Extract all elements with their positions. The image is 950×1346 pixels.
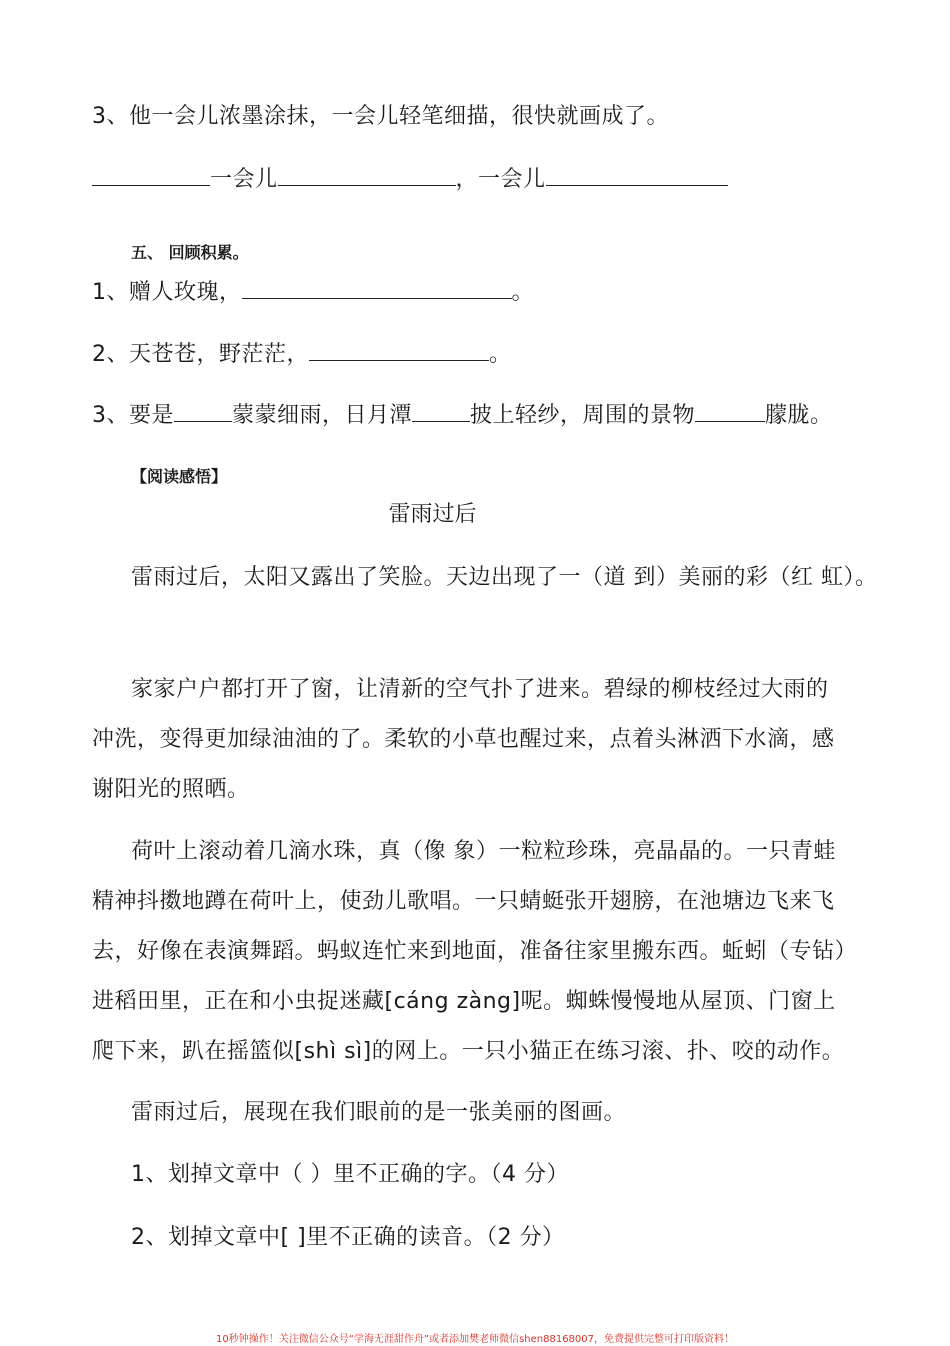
footer-notice: 10秒钟操作！关注微信公众号“学海无涯甜作舟”或者添加樊老师微信shen88168007，免费提供完整可打印版资料！ — [215, 1334, 735, 1345]
acc3-part-3: 披上轻纱，周围的景物 — [470, 403, 696, 428]
acc3-part-2: 蒙蒙细雨，日月潭 — [232, 403, 413, 428]
acc1-suffix: 。 — [511, 280, 535, 305]
reading-header: 【阅读感悟】 — [131, 467, 228, 486]
answer-blank[interactable] — [92, 165, 210, 186]
q3-blank-text-2: ，一会儿 — [455, 167, 546, 192]
answer-blank[interactable] — [695, 401, 765, 422]
paragraph-2-line-3: 谢阳光的照晒。 — [92, 777, 250, 802]
section-5-title: 五、 回顾积累。 — [131, 243, 249, 262]
task-1: 1、划掉文章中（ ）里不正确的字。（4 分） — [131, 1162, 569, 1187]
paragraph-3-line-5: 爬下来，趴在摇篮似[shì sì]的网上。一只小猫正在练习滚、扑、咬的动作。 — [92, 1039, 845, 1064]
q3-blank-text-1: 一会儿 — [210, 167, 278, 192]
paragraph-2-line-1: 家家户户都打开了窗，让清新的空气扑了进来。碧绿的柳枝经过大雨的 — [131, 677, 829, 702]
acc2-suffix: 。 — [489, 342, 512, 367]
acc3-part-1: 3、要是 — [92, 403, 174, 428]
paragraph-3-line-2: 精神抖擞地蹲在荷叶上，使劲儿歌唱。一只蜻蜓张开翅膀，在池塘边飞来飞 — [92, 889, 835, 914]
paragraph-3-line-3: 去，好像在表演舞蹈。蚂蚁连忙来到地面，准备往家里搬东西。蚯蚓（专钻） — [92, 939, 858, 964]
accumulation-item-3 — [92, 401, 833, 431]
acc3-part-4: 朦胧。 — [765, 403, 833, 428]
acc2-prefix: 2、天苍苍，野茫茫， — [92, 342, 309, 367]
paragraph-3-line-4: 进稻田里，正在和小虫捉迷藏[cáng zàng]呢。蜘蛛慢慢地从屋顶、门窗上 — [92, 989, 836, 1014]
paragraph-3-line-1: 荷叶上滚动着几滴水珠，真（像 象）一粒粒珍珠，亮晶晶的。一只青蛙 — [131, 839, 836, 864]
answer-blank[interactable] — [546, 165, 728, 186]
accumulation-item-2 — [92, 340, 512, 370]
q3-prompt: 3、他一会儿浓墨涂抹，一会儿轻笔细描，很快就画成了。 — [92, 104, 669, 129]
accumulation-item-1 — [92, 278, 534, 308]
paragraph-2-line-2: 冲洗，变得更加绿油油的了。柔软的小草也醒过来，点着头淋洒下水滴，感 — [92, 727, 835, 752]
article-title: 雷雨过后 — [388, 502, 477, 527]
answer-blank[interactable] — [309, 340, 489, 361]
paragraph-1: 雷雨过后，太阳又露出了笑脸。天边出现了一（道 到）美丽的彩（红 虹）。 — [131, 565, 878, 590]
acc1-prefix: 1、赠人玫瑰， — [92, 280, 242, 305]
task-2: 2、划掉文章中[ ]里不正确的读音。（2 分） — [131, 1225, 565, 1250]
q3-answer-line — [92, 165, 728, 195]
paragraph-4: 雷雨过后，展现在我们眼前的是一张美丽的图画。 — [131, 1100, 627, 1125]
answer-blank[interactable] — [412, 401, 470, 422]
answer-blank[interactable] — [278, 165, 456, 186]
answer-blank[interactable] — [174, 401, 232, 422]
answer-blank[interactable] — [242, 278, 512, 299]
